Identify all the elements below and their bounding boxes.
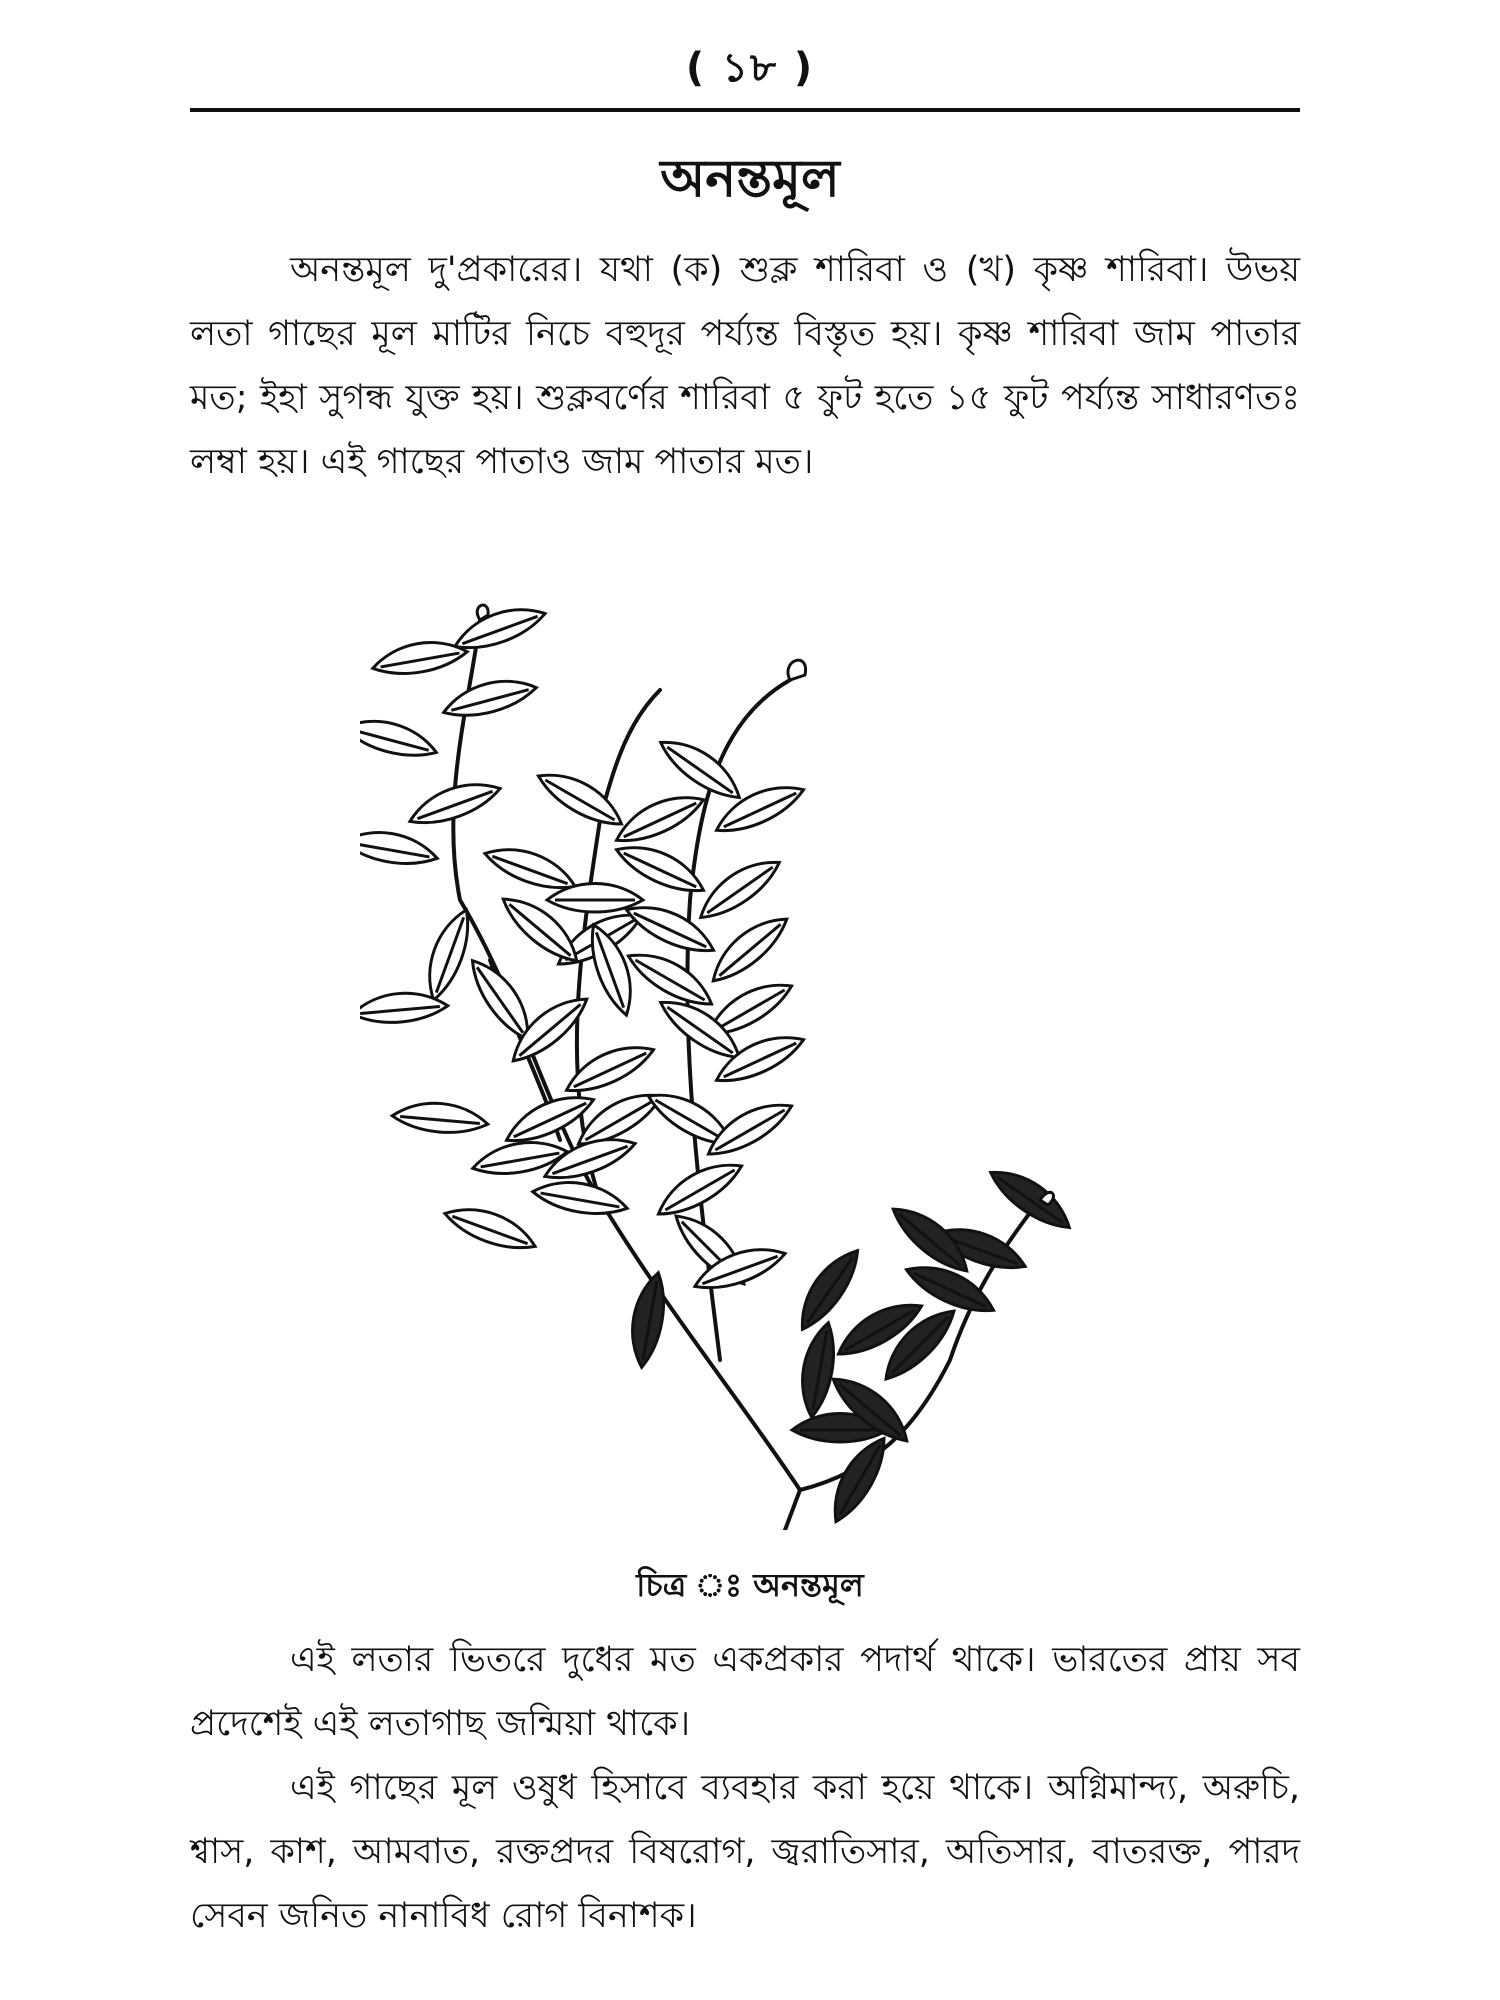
leaf-shape: [984, 1159, 1079, 1237]
leaf-shape: [560, 1035, 659, 1101]
page-number: ( ১৮ ): [685, 45, 815, 91]
leaf-shape: [654, 729, 749, 807]
milk-paragraph: এই লতার ভিতরে দুধের মত একপ্রকার পদার্থ থাকে। ভারতের প্রায় সব প্রদেশেই এই লতাগাছ জন্মিয়া থাকে।: [190, 1640, 1300, 1744]
leaf-shape: [370, 635, 469, 680]
figure-caption: চিত্র ঃ অনন্তমূল: [636, 1566, 864, 1604]
plant-illustration: [360, 600, 1120, 1530]
leaf-shape: [360, 712, 441, 764]
leaf-shape: [418, 904, 478, 1004]
leaf-shape: [610, 785, 709, 851]
root-stub: [785, 1490, 800, 1530]
intro-paragraph: অনন্তমূল দু'প্রকারের। যথা (ক) শুক্ল শারিবা ও (খ) কৃষ্ণ শারিবা। উভয় লতা গাছের মূল মাটির নিচে বহুদূর পর্য্যন্ত বিস্তৃত হয়। কৃষ্ণ শারিবা জাম পাতার মত; ইহা সুগন্ধ যুক্ত হয়। শুক্লবর্ণের শারিবা ৫ ফুট হতে ১৫ ফুট পর্য্যন্ত সাধারণতঃ লম্বা হয়। এই গাছের পাতাও জাম পাতার মত।: [190, 250, 1300, 482]
uses-paragraph: এই গাছের মূল ওষুধ হিসাবে ব্যবহার করা হয়ে থাকে। অগ্নিমান্দ্য, অরুচি, শ্বাস, কাশ, আমবাত, রক্তপ্রদর বিষরোগ, জ্বরাতিসার, অতিসার, বাতরক্ত, পারদ সেবন জনিত নানাবিধ রোগ বিনাশক।: [190, 1768, 1300, 1936]
leaf-shape: [441, 1198, 541, 1258]
leaf-shape: [795, 1320, 840, 1419]
leaf-shape: [439, 672, 539, 724]
header-rule: [190, 108, 1300, 112]
page-title: অনন্তমূল: [660, 149, 840, 209]
leaf-shape: [703, 907, 795, 991]
bud-top-right: [788, 660, 806, 680]
leaf-shape: [391, 1099, 489, 1136]
leaf-shape: [691, 849, 786, 927]
leaf-shape: [625, 1270, 670, 1369]
leaf-shape: [360, 825, 440, 870]
leaf-shape: [531, 1175, 630, 1220]
